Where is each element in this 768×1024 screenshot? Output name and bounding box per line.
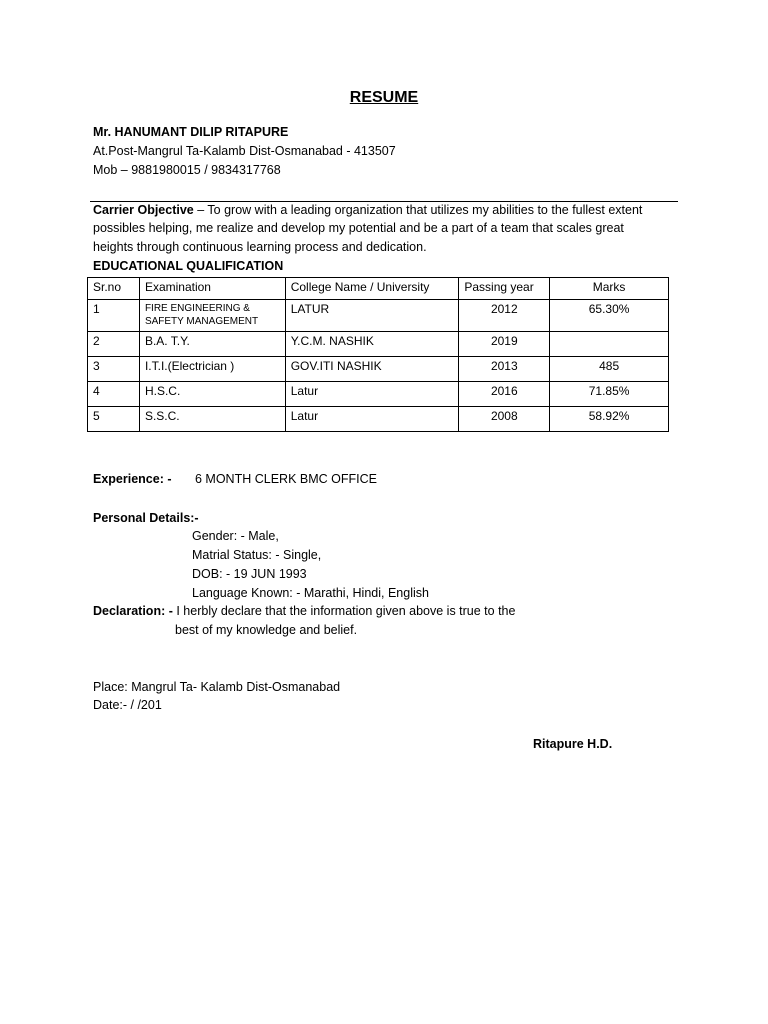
cell-marks (550, 332, 669, 357)
cell-srno: 3 (88, 357, 140, 382)
divider-line (90, 201, 678, 202)
cell-college: LATUR (285, 300, 459, 332)
cell-examination (139, 300, 285, 332)
cell-examination: H.S.C. (139, 382, 285, 407)
experience-label: Experience: - (93, 472, 172, 486)
cell-college: Latur (285, 382, 459, 407)
education-heading: EDUCATIONAL QUALIFICATION (93, 259, 284, 273)
cell-srno: 5 (88, 407, 140, 432)
date: Date:- / /201 (93, 698, 162, 712)
table-header-row (88, 278, 669, 300)
mobile-number: Mob – 9881980015 / 9834317768 (93, 163, 281, 177)
cell-year: 2016 (459, 382, 550, 407)
cell-srno: 4 (88, 382, 140, 407)
objective-label: Carrier Objective (93, 203, 194, 217)
signature-name: Ritapure H.D. (533, 737, 613, 751)
marital-status: Matrial Status: - Single, (192, 548, 322, 562)
cell-year: 2012 (459, 300, 550, 332)
header-passing-year: Passing year (459, 278, 550, 300)
header-marks: Marks (550, 278, 669, 300)
resume-title: RESUME (349, 89, 419, 106)
cell-college: GOV.ITI NASHIK (285, 357, 459, 382)
exam-line-2: SAFETY MANAGEMENT (144, 316, 259, 327)
languages-known: Language Known: - Marathi, Hindi, English (192, 586, 429, 600)
cell-srno: 1 (88, 300, 140, 332)
exam-line-1: FIRE ENGINEERING & (144, 303, 250, 314)
education-table (87, 277, 669, 432)
cell-examination: S.S.C. (139, 407, 285, 432)
objective-line-3: heights through continuous learning process and dedication. (93, 240, 427, 254)
objective-line-2: possibles helping, me realize and develop my potential and be a part of a team that scales great (93, 221, 624, 235)
header-examination: Examination (139, 278, 285, 300)
header-srno: Sr.no (88, 278, 140, 300)
candidate-name: Mr. HANUMANT DILIP RITAPURE (93, 125, 289, 139)
cell-marks: 71.85% (550, 382, 669, 407)
declaration-text-1: I herbly declare that the information given above is true to the (172, 604, 516, 618)
cell-marks: 65.30% (550, 300, 669, 332)
declaration-label: Declaration: - (93, 604, 173, 618)
cell-college: Latur (285, 407, 459, 432)
table-row (88, 300, 669, 332)
table-row (88, 332, 669, 357)
cell-college: Y.C.M. NASHIK (285, 332, 459, 357)
cell-examination: I.T.I.(Electrician ) (139, 357, 285, 382)
objective-text-1: – To grow with a leading organization that utilizes my abilities to the fullest extent (193, 203, 643, 217)
table-row (88, 382, 669, 407)
address: At.Post-Mangrul Ta-Kalamb Dist-Osmanabad - 413507 (93, 144, 396, 158)
cell-srno: 2 (88, 332, 140, 357)
date-of-birth: DOB: - 19 JUN 1993 (192, 567, 307, 581)
personal-heading: Personal Details:- (93, 511, 199, 525)
gender: Gender: - Male, (192, 529, 279, 543)
cell-year: 2019 (459, 332, 550, 357)
declaration-line-1 (93, 604, 515, 619)
place: Place: Mangrul Ta- Kalamb Dist-Osmanabad (93, 680, 341, 694)
table-row (88, 357, 669, 382)
cell-year: 2008 (459, 407, 550, 432)
header-college: College Name / University (285, 278, 459, 300)
cell-marks: 485 (550, 357, 669, 382)
experience-value: 6 MONTH CLERK BMC OFFICE (195, 472, 377, 486)
cell-examination: B.A. T.Y. (139, 332, 285, 357)
declaration-line-2: best of my knowledge and belief. (175, 623, 358, 637)
table-row (88, 407, 669, 432)
objective-line-1 (93, 203, 642, 218)
cell-year: 2013 (459, 357, 550, 382)
cell-marks: 58.92% (550, 407, 669, 432)
